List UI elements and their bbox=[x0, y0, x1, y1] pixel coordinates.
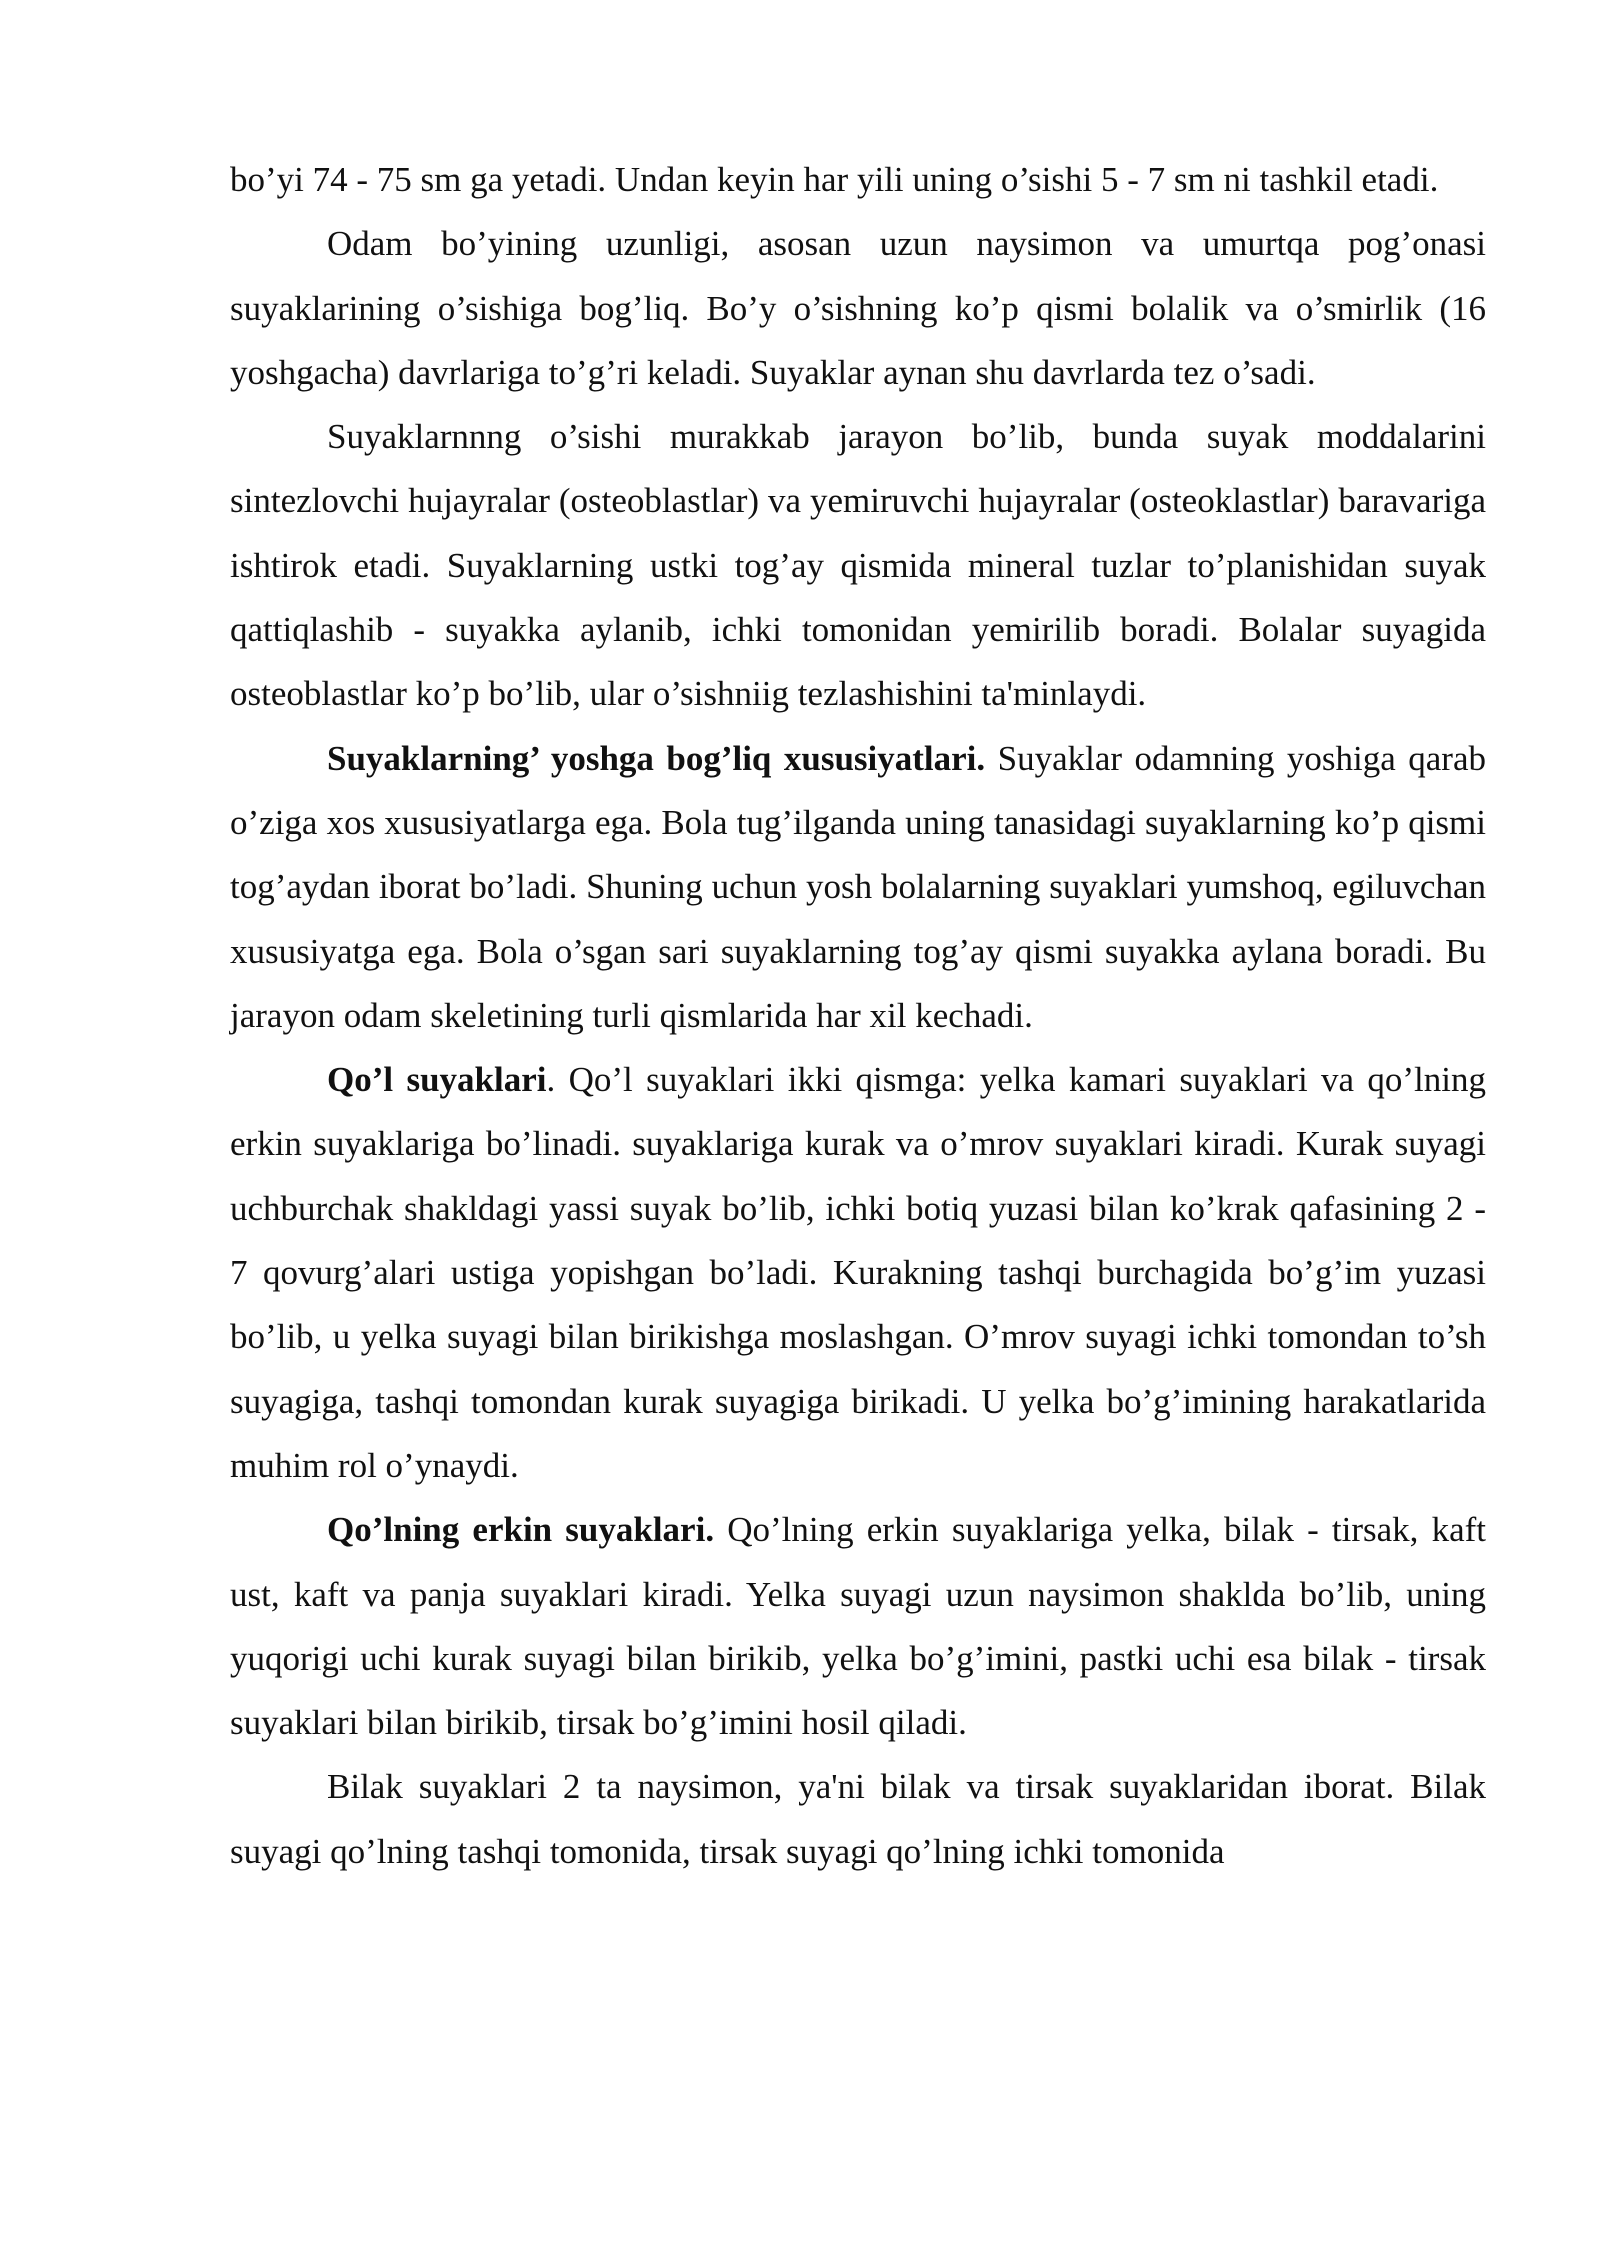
paragraph bbox=[230, 148, 1486, 212]
paragraph-text: bo’yi 74 - 75 sm ga yetadi. Undan keyin har yili uning o’sishi 5 - 7 sm ni tashkil etadi. bbox=[230, 160, 1439, 199]
paragraph-text: Bilak suyaklari 2 ta naysimon, ya'ni bilak va tirsak suyaklaridan iborat. Bilak suyagi qo’lning tashqi tomonida, tirsak suyagi qo’lning ichki tomonida bbox=[230, 1767, 1486, 1871]
section-heading: Suyaklarning’ yoshga bog’liq xususiyatlari. bbox=[327, 738, 986, 778]
section-heading: Qo’l suyaklari bbox=[327, 1060, 547, 1100]
paragraph bbox=[230, 405, 1486, 726]
paragraph bbox=[230, 1755, 1486, 1884]
paragraph bbox=[230, 727, 1486, 1048]
paragraph bbox=[230, 1048, 1486, 1498]
paragraph-text: Suyaklar odamning yoshiga qarab o’ziga xos xususiyatlarga ega. Bola tug’ilganda uning tanasidagi suyaklarning ko’p qismi tog’aydan iborat bo’ladi. Shuning uchun yosh bolalarning suyaklari yumshoq, egiluvchan xususiyatga ega. Bola o’sgan sari suyaklarning tog’ay qismi suyakka aylana boradi. Bu jarayon odam skeletining turli qismlarida har xil kechadi. bbox=[230, 738, 1486, 1035]
paragraph-text: Qo’lning erkin suyaklariga yelka, bilak - tirsak, kaft ust, kaft va panja suyaklari kiradi. Yelka suyagi uzun naysimon shaklda bo’lib, uning yuqorigi uchi kurak suyagi bilan birikib, yelka bo’g’imini, pastki uchi esa bilak - tirsak suyaklari bilan birikib, tirsak bo’g’imini hosil qiladi. bbox=[230, 1510, 1486, 1743]
paragraph-text: . Qo’l suyaklari ikki qismga: yelka kamari suyaklari va qo’lning erkin suyaklariga bo’linadi. suyaklariga kurak va o’mrov suyaklari kiradi. Kurak suyagi uchburchak shakldagi yassi suyak bo’lib, ichki botiq yuzasi bilan ko’krak qafasining 2 - 7 qovurg’alari ustiga yopishgan bo’ladi. Kurakning tashqi burchagida bo’g’im yuzasi bo’lib, u yelka suyagi bilan birikishga moslashgan. O’mrov suyagi ichki tomondan to’sh suyagiga, tashqi tomondan kurak suyagiga birikadi. U yelka bo’g’imining harakatlarida muhim rol o’ynaydi. bbox=[230, 1060, 1487, 1485]
paragraph bbox=[230, 212, 1486, 405]
section-heading: Qo’lning erkin suyaklari. bbox=[327, 1510, 715, 1550]
document-page bbox=[230, 148, 1486, 1884]
paragraph bbox=[230, 1498, 1486, 1755]
paragraph-text: Suyaklarnnng o’sishi murakkab jarayon bo’lib, bunda suyak moddalarini sintezlovchi hujayralar (osteoblastlar) va yemiruvchi hujayralar (osteoklastlar) baravariga ishtirok etadi. Suyaklarning ustki tog’ay qismida mineral tuzlar to’planishidan suyak qattiqlashib - suyakka aylanib, ichki tomonidan yemirilib boradi. Bolalar suyagida osteoblastlar ko’p bo’lib, ular o’sishniig tezlashishini ta'minlaydi. bbox=[230, 417, 1486, 714]
paragraph-text: Odam bo’yining uzunligi, asosan uzun naysimon va umurtqa pog’onasi suyaklarining o’sishiga bog’liq. Bo’y o’sishning ko’p qismi bolalik va o’smirlik (16 yoshgacha) davrlariga to’g’ri keladi. Suyaklar aynan shu davrlarda tez o’sadi. bbox=[230, 224, 1486, 392]
